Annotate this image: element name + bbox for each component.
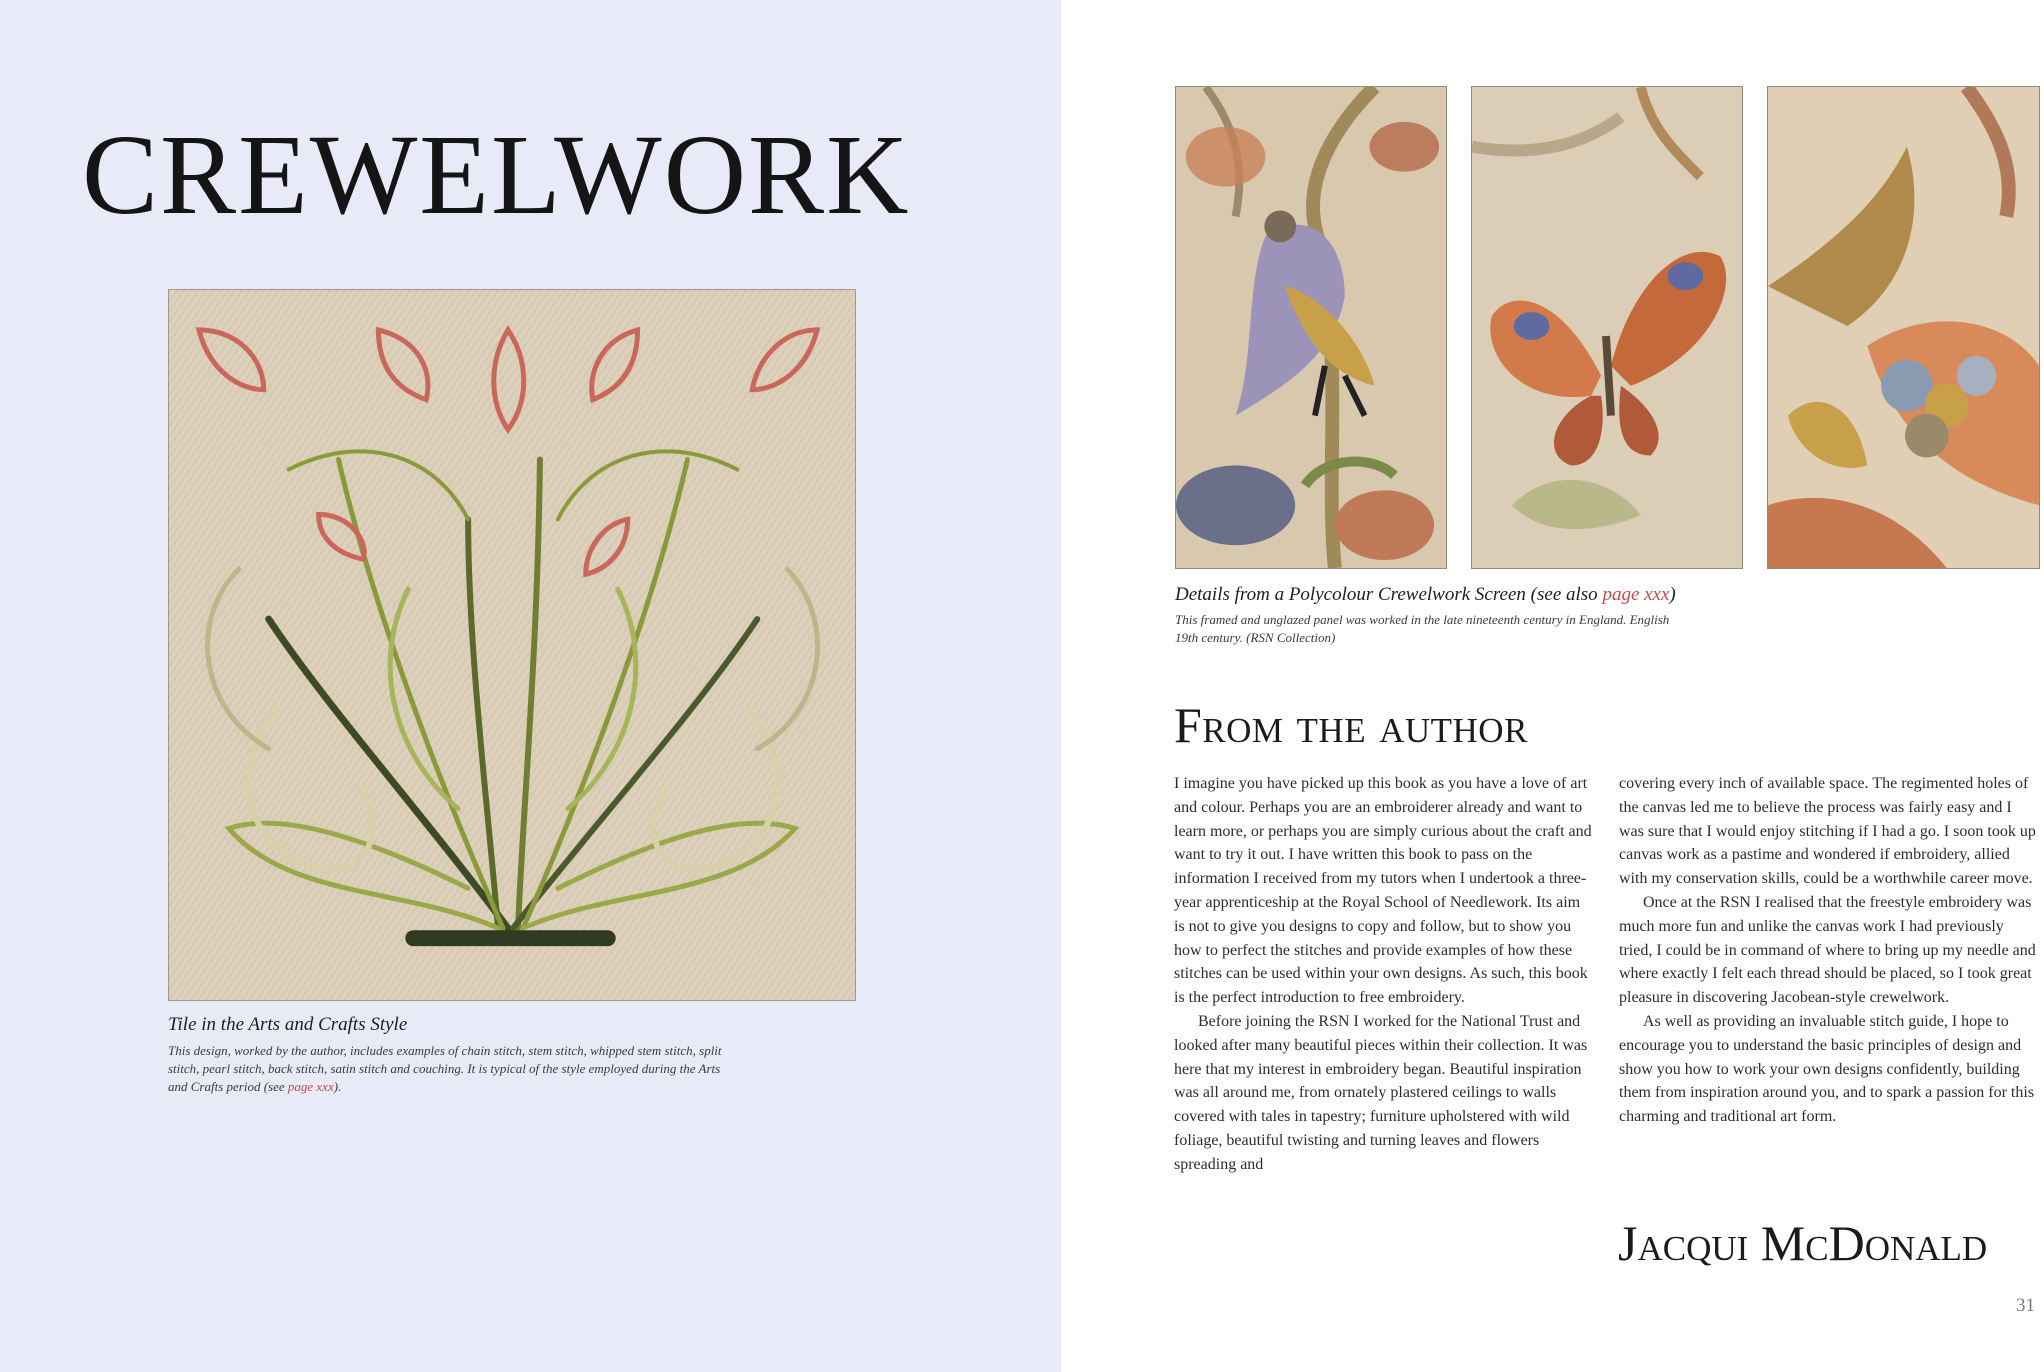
detail-image-flower (1767, 86, 2040, 569)
text-column-1 (1174, 772, 1594, 1177)
tile-caption-end: ). (333, 1079, 342, 1094)
author-signature: Jacqui McDonald (1618, 1215, 1988, 1271)
details-caption-title-text: Details from a Polycolour Crewelwork Screen (see also (1175, 584, 1603, 605)
details-caption-body: This framed and unglazed panel was worked in the late nineteenth century in England. English 19th century. (RSN Collection) (1175, 612, 1670, 645)
tile-embroidery-image (168, 289, 856, 1001)
paragraph: Before joining the RSN I worked for the National Trust and looked after many beautiful pieces within their collection. It was here that my interest in embroidery began. Beautiful inspiration was all around me, from ornately plastered ceilings to walls covered with tales in tapestry; furniture upholstered with wild foliage, beautiful twisting and turning leaves and flowers spreading and (1174, 1012, 1588, 1173)
butterfly-embroidery-drawing (1472, 87, 1742, 568)
page-title: CREWELWORK (82, 111, 911, 238)
paragraph: covering every inch of available space. The regimented holes of the canvas led me to believe the process was fairly easy and I was sure that I would enjoy stitching if I had a go. I soon took up canvas work as a pastime and wondered if embroidery, allied with my conservation skills, could be a worthwhile career move. (1619, 775, 2036, 888)
section-heading: From the author (1174, 697, 1528, 753)
page-reference-link[interactable]: page xxx (287, 1079, 334, 1094)
page-number: 31 (2016, 1295, 2035, 1316)
paragraph: I imagine you have picked up this book as you have a love of art and colour. Perhaps you are an embroiderer already and want to learn more, or perhaps you are simply curious about the craft and want to try it out. I have written this book to pass on the information I received from my tutors when I undertook a three-year apprenticeship at the Royal School of Needlework. Its aim is not to give you designs to copy and follow, but to show you how to perfect the stitches and provide examples of how these stitches can be used within your own designs. As such, this book is the perfect introduction to free embroidery. (1174, 775, 1592, 1007)
details-caption-title (1175, 584, 1676, 606)
tile-caption-body (168, 1042, 728, 1096)
flower-embroidery-drawing (1768, 87, 2039, 568)
detail-image-butterfly (1471, 86, 1743, 569)
bird-embroidery-drawing (1176, 87, 1446, 568)
paragraph: As well as providing an invaluable stitch guide, I hope to encourage you to understand the basic principles of design and show you how to work your own designs confidently, building them from inspiration around you, and to spark a passion for this charming and traditional art form. (1619, 1012, 2035, 1126)
text-column-2 (1619, 772, 2039, 1129)
tile-caption-title: Tile in the Arts and Crafts Style (168, 1014, 408, 1035)
paragraph: Once at the RSN I realised that the freestyle embroidery was much more fun and unlike the canvas work I had previously tried, I could be in command of where to bring up my needle and where exactly I felt each thread should be placed, so I took great pleasure in discovering Jacobean-style crewelwork. (1619, 893, 2036, 1007)
tile-embroidery-drawing (169, 290, 855, 1000)
tile-caption-text: This design, worked by the author, includes examples of chain stitch, stem stitch, whipped stem stitch, split stitch, pearl stitch, back stitch, satin stitch and couching. It is typical of the style employed during the Arts and Crafts period (see (168, 1043, 722, 1094)
details-caption-title-end: ) (1669, 584, 1676, 605)
detail-image-bird (1175, 86, 1447, 569)
page-reference-link[interactable]: page xxx (1602, 584, 1670, 605)
